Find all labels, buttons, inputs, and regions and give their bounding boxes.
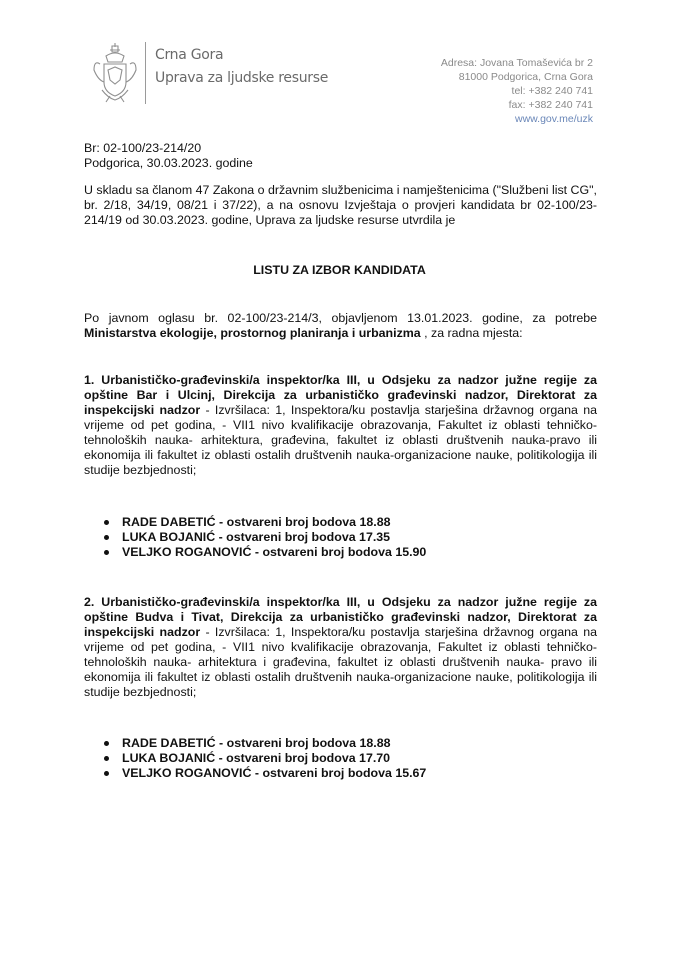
document-date: Podgorica, 30.03.2023. godine: [84, 156, 253, 170]
oglas-text: Po javnom oglasu br. 02-100/23-214/3, objavljenom 13.01.2023. godine, za potrebe: [84, 311, 597, 325]
country-name: Crna Gora: [155, 47, 224, 63]
list-item: LUKA BOJANIĆ - ostvareni broj bodova 17.35: [104, 530, 426, 545]
contact-block: [441, 56, 593, 126]
tel-line: tel: +382 240 741: [511, 85, 593, 97]
position-2-description: [84, 595, 597, 700]
position-1-description: [84, 373, 597, 478]
document-title: LISTU ZA IZBOR KANDIDATA: [253, 263, 426, 277]
oglas-tail: , za radna mjesta:: [420, 326, 523, 340]
position-1-heading: 1. Urbanističko-građevinski/a inspektor/ka III, u Odsjeku za nadzor južne regije za opštine Bar i Ulcinj, Direkcija za urbanističko građevinski nadzor, Direktorat za inspekcijski nadzor: [84, 373, 597, 417]
intro-paragraph: U skladu sa članom 47 Zakona o državnim službenicima i namještenicima ("Službeni list CG", br. 2/18, 34/19, 08/21 i 37/22), a na osnovu Izvještaja o provjeri kandidata br 02-100/23-214/19 od 30.03.2023. godine, Uprava za ljudske resurse utvrdila je: [84, 183, 597, 227]
fax-line: fax: +382 240 741: [508, 99, 593, 111]
list-item: VELJKO ROGANOVIĆ - ostvareni broj bodova 15.90: [104, 545, 426, 560]
position-2-candidate-list: [104, 736, 426, 781]
address-line: Adresa: Jovana Tomaševića br 2: [440, 57, 593, 69]
city-line: 81000 Podgorica, Crna Gora: [458, 71, 593, 83]
position-1-details: - Izvršilaca: 1, Inspektora/ku postavlja starješina državnog organa na vrijeme od pet godina, - VII1 nivo kvalifikacije obrazovanja, Fakultet iz oblasti tehničko-tehnoloških nauka- arhitektura, građevina, fakultet iz oblasti društvenih nauka-pravo ili ekonomija ili fakultet iz oblasti ostalih društvenih nauka-organizacione nauke, politikologija ili studije bezbjednosti;: [84, 403, 597, 477]
document-reference: [84, 141, 597, 171]
oglas-paragraph: [84, 311, 597, 341]
agency-name: Uprava za ljudske resurse: [155, 70, 329, 86]
list-item: RADE DABETIĆ - ostvareni broj bodova 18.88: [104, 515, 426, 530]
coat-of-arms-icon: [92, 42, 138, 104]
list-item: RADE DABETIĆ - ostvareni broj bodova 18.88: [104, 736, 426, 751]
list-item: VELJKO ROGANOVIĆ - ostvareni broj bodova 15.67: [104, 766, 426, 781]
list-item: LUKA BOJANIĆ - ostvareni broj bodova 17.70: [104, 751, 426, 766]
position-1-candidate-list: [104, 515, 426, 560]
ministry-name: Ministarstva ekologije, prostornog planiranja i urbanizma: [84, 326, 421, 340]
organization-name: [155, 44, 328, 90]
position-2-heading: 2. Urbanističko-građevinski/a inspektor/ka III, u Odsjeku za nadzor južne regije za opštine Budva i Tivat, Direkcija za urbanističko građevinski nadzor, Direktorat za inspekcijski nadzor: [84, 595, 597, 639]
website-link[interactable]: www.gov.me/uzk: [515, 113, 593, 125]
position-2-details: - Izvršilaca: 1, Inspektora/ku postavlja starješina državnog organa na vrijeme od pet godina, - VII1 nivo kvalifikacije obrazovanja, Fakultet iz oblasti tehničko-tehnoloških nauka- arhitektura i građevina, fakultet iz oblasti društvenih nauka- pravo ili ekonomija ili fakultet iz oblasti ostalih društvenih nauka-organizacione nauke, politikologija ili studije bezbjednosti;: [84, 625, 597, 699]
document-number: Br: 02-100/23-214/20: [84, 141, 202, 155]
logo-divider: [145, 42, 146, 104]
